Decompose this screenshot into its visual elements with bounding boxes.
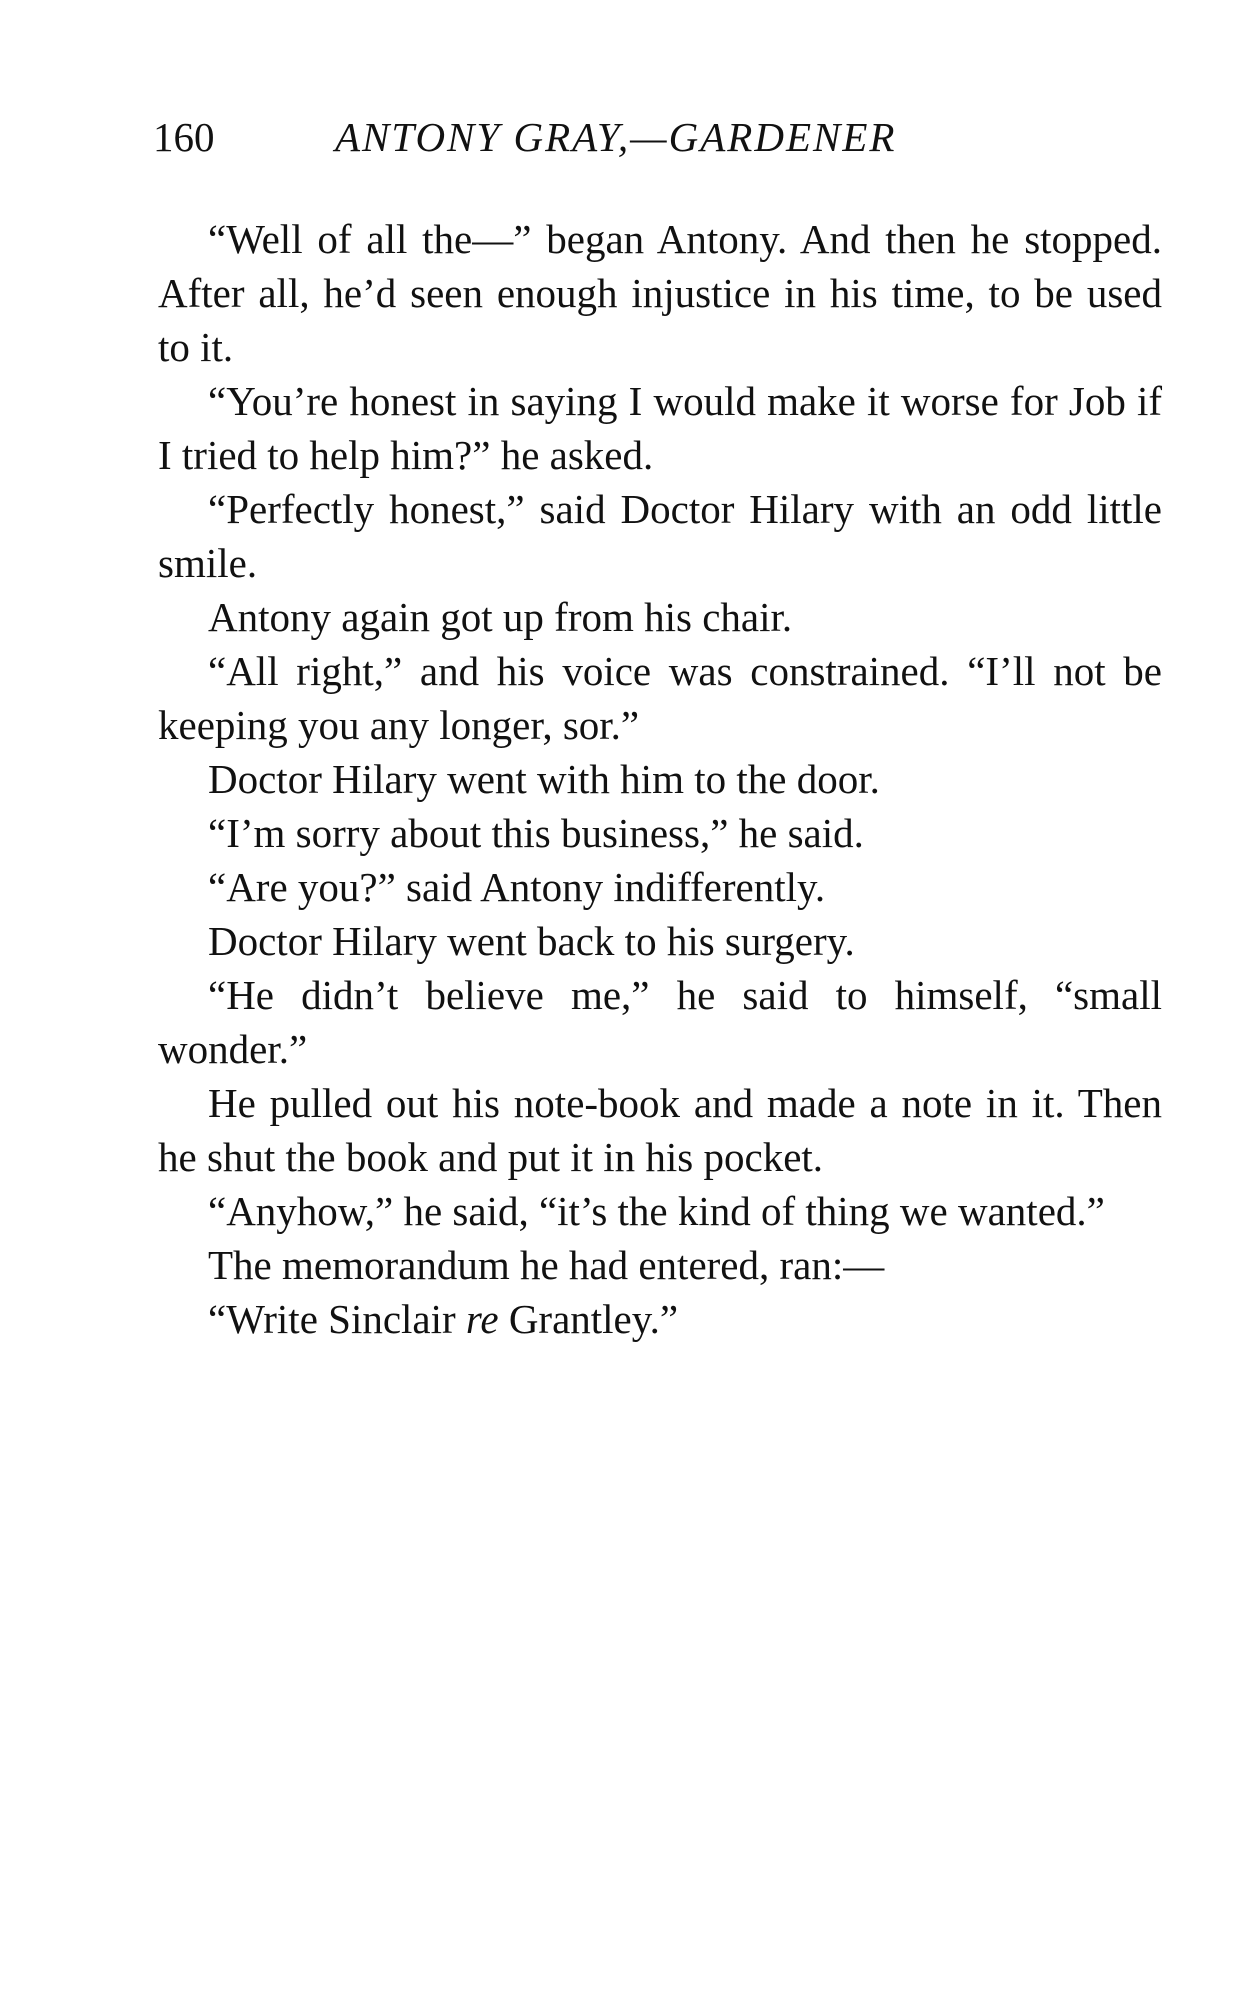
page-number: 160 xyxy=(153,114,215,160)
memo-paragraph xyxy=(158,1292,1162,1346)
paragraph: The memorandum he had entered, ran:— xyxy=(208,1242,885,1288)
body-text xyxy=(158,212,1162,1346)
paragraph: “You’re honest in saying I would make it worse for Job if I tried to help him?” he asked. xyxy=(158,378,1162,478)
paragraph: “Are you?” said Antony indifferently. xyxy=(208,864,826,910)
paragraph: Doctor Hilary went with him to the door. xyxy=(208,756,880,802)
paragraph: Antony again got up from his chair. xyxy=(208,594,793,640)
paragraph: “Well of all the—” began Antony. And then he stopped. After all, he’d seen enough injustice in his time, to be used to it. xyxy=(158,216,1162,370)
paragraph: He pulled out his note-book and made a note in it. Then he shut the book and put it in his pocket. xyxy=(158,1080,1162,1180)
memo-text-before: “Write Sinclair xyxy=(208,1296,466,1342)
running-head xyxy=(153,112,1163,162)
paragraph: “He didn’t believe me,” he said to himself, “small wonder.” xyxy=(158,972,1162,1072)
memo-text-after: Grantley.” xyxy=(498,1296,679,1342)
paragraph: Doctor Hilary went back to his surgery. xyxy=(208,918,855,964)
paragraph: “All right,” and his voice was constrained. “I’ll not be keeping you any longer, sor.” xyxy=(158,648,1162,748)
memo-text-italic: re xyxy=(465,1296,499,1342)
paragraph: “Perfectly honest,” said Doctor Hilary with an odd little smile. xyxy=(158,486,1162,586)
paragraph: “Anyhow,” he said, “it’s the kind of thing we wanted.” xyxy=(208,1188,1105,1234)
book-title: ANTONY GRAY,—GARDENER xyxy=(335,114,897,160)
paragraph: “I’m sorry about this business,” he said. xyxy=(208,810,864,856)
